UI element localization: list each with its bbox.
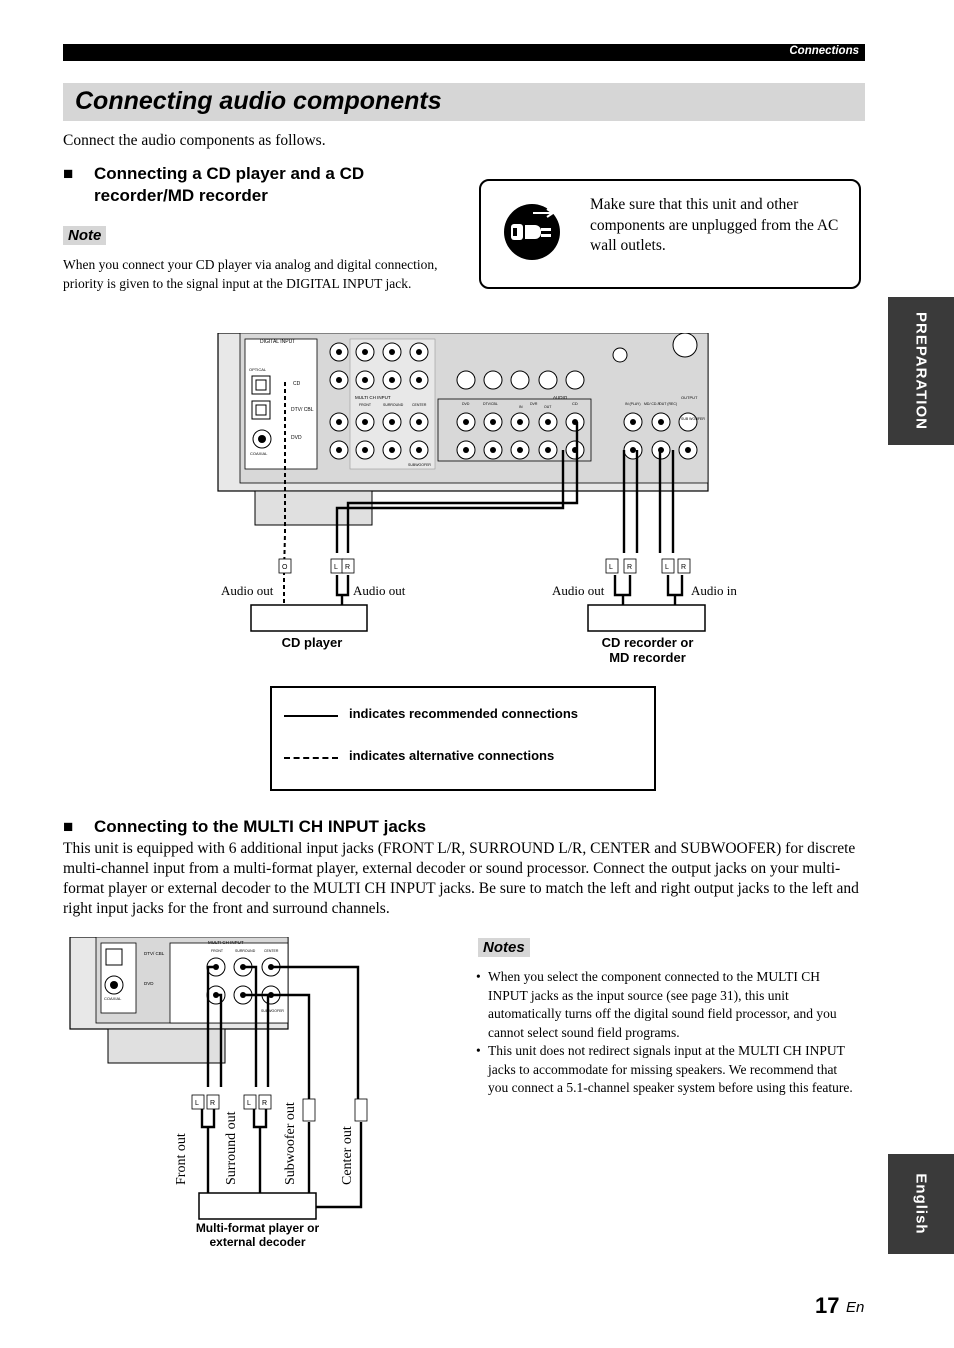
section2-body: This unit is equipped with 6 additional input jacks (FRONT L/R, SURROUND L/R, CENTER and SUBWOOFER) for discrete multi-channel input from a multi-format player, external decoder or sound processor. Connect the output jacks on your multi-format player or external decoder to the MULTI CH INPUT jacks. Be sure to match the left and right output jacks to the left and right input jacks for the front and surround channels. — [63, 840, 859, 917]
svg-text:SUB WOOFER: SUB WOOFER — [681, 417, 705, 421]
svg-text:L: L — [195, 1100, 199, 1107]
legend-alternative: indicates alternative connections — [349, 748, 555, 763]
svg-text:L: L — [665, 564, 669, 571]
svg-text:DTV/ CBL: DTV/ CBL — [291, 407, 314, 413]
svg-text:OUT (REC): OUT (REC) — [659, 402, 678, 406]
cd-recorder-label: CD recorder or MD recorder — [601, 635, 694, 665]
cd-recorder-box — [588, 605, 705, 631]
note-text: When you connect your CD player via analog and digital connection, priority is given to the signal input at the DIGITAL INPUT jack. — [63, 257, 438, 291]
svg-text:DVR: DVR — [530, 402, 538, 406]
svg-text:R: R — [210, 1100, 216, 1107]
audio-out-label-2: Audio out — [353, 583, 406, 598]
svg-text:IN (PLAY): IN (PLAY) — [625, 402, 641, 406]
cd-connection-diagram — [215, 333, 710, 673]
svg-text:FRONT: FRONT — [211, 949, 224, 953]
unplug-icon — [503, 203, 561, 261]
page-number: 17 — [815, 1293, 840, 1318]
svg-text:AUDIO: AUDIO — [553, 395, 568, 400]
svg-text:OPTICAL: OPTICAL — [249, 367, 267, 372]
svg-text:CENTER: CENTER — [264, 949, 279, 953]
audio-out-label-1: Audio out — [221, 583, 274, 598]
warning-box — [479, 179, 861, 289]
svg-text:DVD: DVD — [144, 981, 154, 986]
svg-text:DVD: DVD — [462, 402, 470, 406]
notes-item-1: • When you select the component connected to the MULTI CH INPUT jacks as the input source (see page 31), this unit automatically turns off the digital sound field processor, and you cannot select sound field programs. — [476, 968, 856, 1042]
svg-text:MULTI CH INPUT: MULTI CH INPUT — [355, 395, 391, 400]
svg-text:COAXIAL: COAXIAL — [104, 996, 122, 1001]
multi-ch-diagram — [68, 937, 368, 1249]
notes-list — [476, 968, 856, 1098]
svg-text:CENTER: CENTER — [412, 403, 427, 407]
subwoofer-out-label: Subwoofer out — [283, 1102, 298, 1185]
section2-bullet: ■ — [63, 817, 74, 836]
page-title: Connecting audio components — [75, 87, 442, 115]
svg-text:CD: CD — [293, 381, 301, 387]
svg-text:IN: IN — [519, 405, 523, 409]
svg-text:R: R — [681, 564, 687, 571]
section1-heading: Connecting a CD player and a CD recorder/MD recorder — [94, 164, 365, 205]
section-label: Connections — [789, 45, 859, 57]
svg-text:SUBWOOFER: SUBWOOFER — [408, 463, 431, 467]
svg-text:R: R — [262, 1100, 268, 1107]
tab-english[interactable]: English — [888, 1154, 954, 1254]
svg-text:OUT: OUT — [544, 405, 552, 409]
center-out-label: Center out — [340, 1126, 355, 1185]
svg-text:DTV/ CBL: DTV/ CBL — [144, 951, 165, 956]
warning-text: Make sure that this unit and other components are unplugged from the AC wall outlets. — [590, 196, 839, 254]
svg-text:CD: CD — [572, 401, 578, 406]
section1-bullet: ■ — [63, 164, 74, 183]
tab-preparation[interactable]: PREPARATION — [888, 297, 954, 445]
multi-format-player-label: Multi-format player or external decoder — [195, 1221, 320, 1249]
front-out-label: Front out — [174, 1133, 189, 1185]
svg-text:L: L — [334, 564, 338, 571]
svg-text:L: L — [609, 564, 613, 571]
intro-text: Connect the audio components as follows. — [63, 132, 326, 149]
audio-out-label-3: Audio out — [552, 583, 605, 598]
svg-text:DIGITAL INPUT: DIGITAL INPUT — [260, 339, 296, 345]
svg-text:MULTI CH INPUT: MULTI CH INPUT — [208, 940, 244, 945]
cd-player-label: CD player — [281, 635, 343, 650]
header-bar — [63, 44, 865, 61]
multi-format-player-box — [199, 1193, 316, 1219]
page-suffix: En — [846, 1299, 865, 1316]
svg-text:FRONT: FRONT — [359, 403, 372, 407]
svg-text:COAXIAL: COAXIAL — [250, 451, 268, 456]
section2-heading: Connecting to the MULTI CH INPUT jacks — [94, 817, 427, 836]
svg-text:R: R — [627, 564, 633, 571]
svg-text:SURROUND: SURROUND — [235, 949, 256, 953]
note-tag: Note — [63, 226, 106, 245]
svg-text:R: R — [345, 564, 351, 571]
svg-text:DTV/CBL: DTV/CBL — [483, 402, 498, 406]
cd-player-box — [251, 605, 367, 631]
notes-tag: Notes — [478, 938, 530, 957]
audio-in-label: Audio in — [691, 583, 737, 598]
legend-dashed-line — [284, 757, 338, 759]
legend-box — [270, 686, 656, 791]
svg-text:OUTPUT: OUTPUT — [681, 395, 698, 400]
title-bar — [63, 83, 865, 121]
legend-recommended: indicates recommended connections — [349, 706, 579, 721]
legend-solid-line — [284, 715, 338, 717]
svg-text:DVD: DVD — [291, 435, 302, 441]
svg-text:SUBWOOFER: SUBWOOFER — [261, 1009, 284, 1013]
svg-text:SURROUND: SURROUND — [383, 403, 404, 407]
notes-item-2: • This unit does not redirect signals input at the MULTI CH INPUT jacks to accommodate for missing speakers. We recommend that you connect a 5.1-channel speaker system before using this feature. — [476, 1042, 856, 1098]
svg-text:O: O — [282, 564, 288, 571]
svg-text:MD/ CD-R: MD/ CD-R — [644, 402, 661, 406]
svg-text:L: L — [247, 1100, 251, 1107]
surround-out-label: Surround out — [224, 1111, 239, 1185]
